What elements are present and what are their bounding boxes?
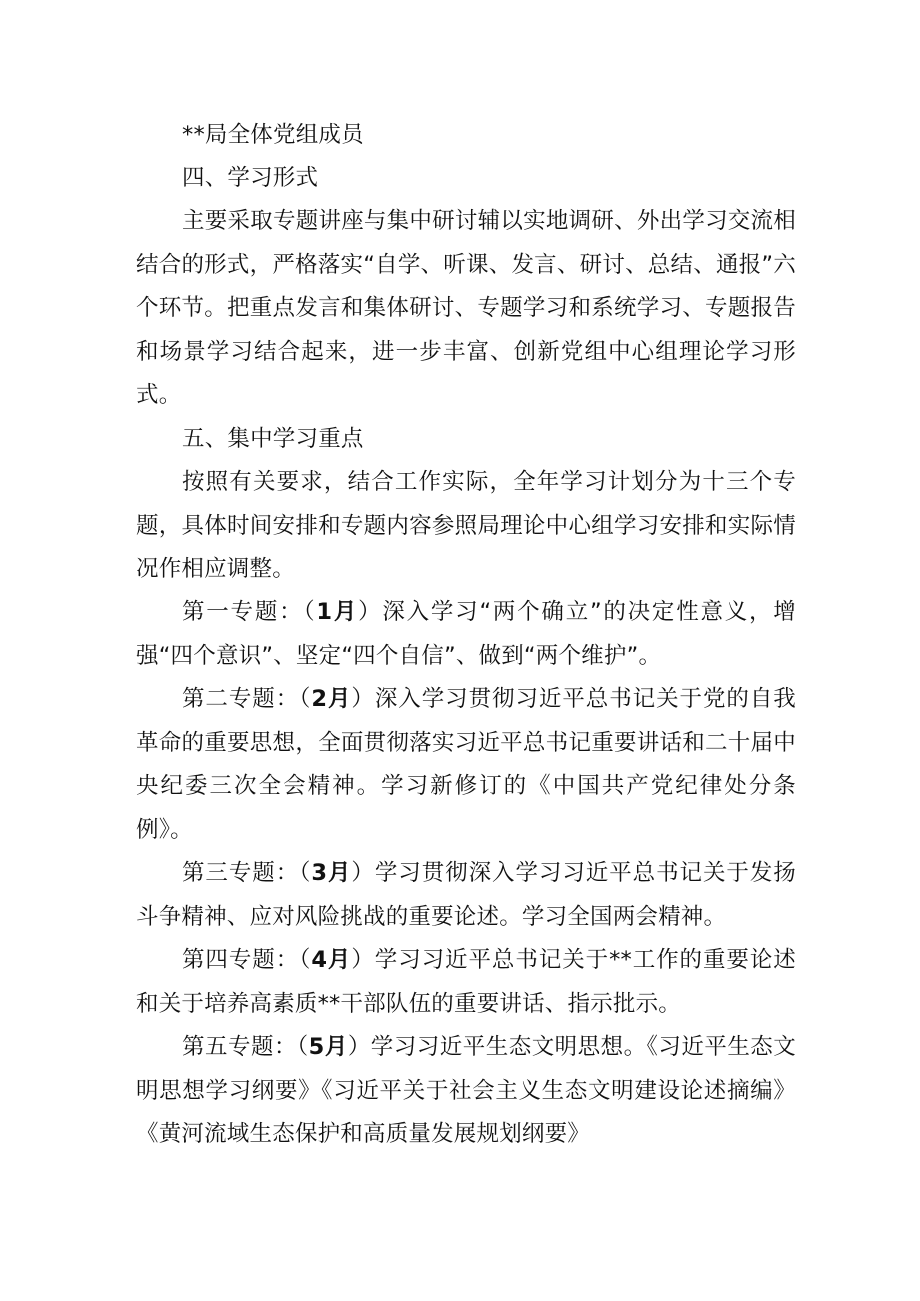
topic-paragraph: [136, 939, 796, 1026]
paragraph-study-focus: 按照有关要求，结合工作实际，全年学习计划分为十三个专题，具体时间安排和专题内容参照局理论中心组学习安排和实际情况作相应调整。: [136, 469, 796, 582]
topic-prefix: 第三专题：（: [182, 860, 312, 886]
topic-prefix: 第五专题：（: [182, 1034, 309, 1060]
topic-month: 4月: [311, 947, 352, 973]
topic-text: ）学习习近平生态文明思想。《习近平生态文明思想学习纲要》《习近平关于社会主义生态文明建设论述摘编》《黄河流域生态保护和高质量发展规划纲要》: [136, 1034, 796, 1147]
topic-text: ）学习贯彻深入学习习近平总书记关于发扬斗争精神、应对风险挑战的重要论述。学习全国两会精神。: [136, 860, 796, 930]
topic-text: ）深入学习“两个确立”的决定性意义，增强“四个意识”、坚定“四个自信”、做到“两个维护”。: [136, 599, 796, 669]
heading-study-form: 四、学习形式: [182, 165, 319, 191]
topic-prefix: 第四专题：（: [182, 947, 312, 973]
topic-prefix: 第二专题：（: [182, 686, 312, 712]
topic-month: 3月: [311, 860, 352, 886]
topic-text: ）学习习近平总书记关于**工作的重要论述和关于培养高素质**干部队伍的重要讲话、指示批示。: [136, 947, 796, 1017]
topic-paragraph: [136, 678, 796, 852]
topic-prefix: 第一专题：（: [182, 599, 317, 625]
topic-month: 5月: [308, 1034, 348, 1060]
paragraph-study-form: 主要采取专题讲座与集中研讨辅以实地调研、外出学习交流相结合的形式，严格落实“自学、听课、发言、研讨、总结、通报”六个环节。把重点发言和集体研讨、专题学习和系统学习、专题报告和场景学习结合起来，进一步丰富、创新党组中心组理论学习形式。: [136, 208, 796, 408]
topic-paragraph: [136, 1026, 796, 1157]
topic-month: 2月: [311, 686, 352, 712]
topic-text: ）深入学习贯彻习近平总书记关于党的自我革命的重要思想，全面贯彻落实习近平总书记重要讲话和二十届中央纪委三次全会精神。学习新修订的《中国共产党纪律处分条例》。: [136, 686, 796, 843]
topic-paragraph: [136, 591, 796, 678]
topic-paragraph: [136, 852, 796, 939]
paragraph-members: **局全体党组成员: [182, 122, 364, 148]
heading-study-focus: 五、集中学习重点: [182, 426, 364, 452]
topic-month: 1月: [316, 599, 359, 625]
